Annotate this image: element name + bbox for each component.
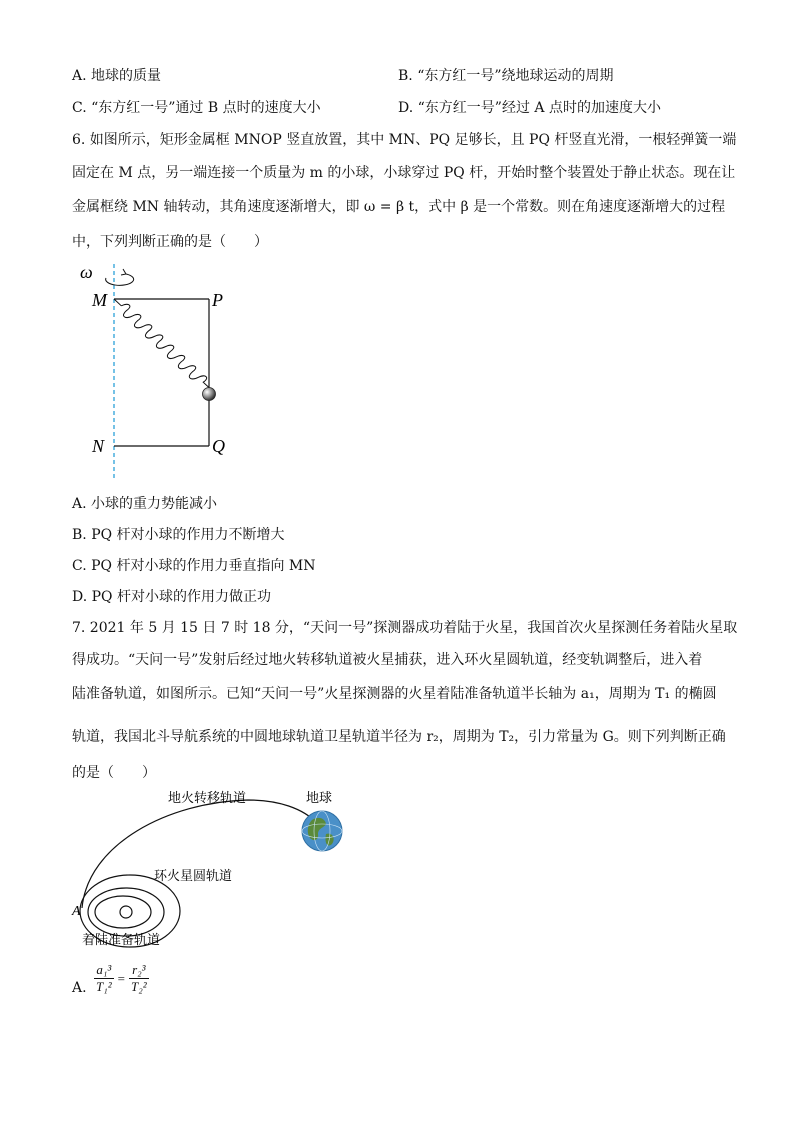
q5-option-a: A. 地球的质量 — [72, 68, 162, 84]
rotation-arrow-icon — [106, 274, 134, 285]
q5-option-c: C. “东方红一号”通过 B 点时的速度大小 — [72, 100, 321, 116]
ball — [203, 388, 216, 401]
q6-stem-line-1: 6. 如图所示，矩形金属框 MNOP 竖直放置，其中 MN、PQ 足够长，且 PQ 杆竖直光滑，一根轻弹簧一端 — [72, 132, 737, 148]
label-m: M — [92, 290, 107, 310]
label-earth: 地球 — [306, 791, 333, 806]
spring — [110, 295, 213, 392]
q6-stem-line-2: 固定在 M 点，另一端连接一个质量为 m 的小球，小球穿过 PQ 杆，开始时整个装置处于静止状态。现在让 — [72, 165, 736, 181]
label-p: P — [212, 290, 223, 310]
label-point-a: A — [72, 904, 81, 919]
q7-stem-line-1: 7. 2021 年 5 月 15 日 7 时 18 分，“天问一号”探测器成功着陆于火星，我国首次火星探测任务着陆火星取 — [72, 620, 738, 636]
q6-option-b: B. PQ 杆对小球的作用力不断增大 — [72, 527, 285, 543]
q6-stem-line-4: 中，下列判断正确的是（ ） — [72, 234, 268, 250]
transfer-orbit — [82, 800, 318, 908]
fraction-right — [129, 962, 149, 995]
label-n: N — [92, 436, 105, 456]
q6-figure — [72, 258, 242, 480]
q7-stem-line-3: 陆准备轨道，如图所示。已知“天问一号”火星探测器的火星着陆准备轨道半长轴为 a₁，周期为 T₁ 的椭圆 — [72, 686, 717, 702]
mars — [120, 906, 132, 918]
q7-figure — [68, 784, 358, 954]
q7-stem-line-2: 得成功。“天问一号”发射后经过地火转移轨道被火星捕获，进入环火星圆轨道，经变轨调整后，进入着 — [72, 652, 703, 668]
equals-sign: = — [117, 970, 125, 986]
q6-option-c: C. PQ 杆对小球的作用力垂直指向 MN — [72, 558, 316, 574]
earth-globe-icon — [302, 811, 342, 851]
q7-option-a-label: A. — [72, 980, 87, 996]
q6-option-a: A. 小球的重力势能减小 — [72, 496, 218, 512]
q6-option-d: D. PQ 杆对小球的作用力做正功 — [72, 589, 271, 605]
q7-option-a-formula — [94, 962, 149, 995]
label-transfer-orbit: 地火转移轨道 — [168, 791, 247, 806]
label-q: Q — [212, 436, 225, 456]
denominator-left: T₁² — [96, 979, 112, 994]
fraction-left — [94, 962, 114, 995]
q7-stem-line-4: 轨道，我国北斗导航系统的中圆地球轨道卫星轨道半径为 r₂，周期为 T₂，引力常量为 G。则下列判断正确 — [72, 729, 726, 745]
q5-option-d: D. “东方红一号”经过 A 点时的加速度大小 — [398, 100, 661, 116]
q6-stem-line-3: 金属框绕 MN 轴转动，其角速度逐渐增大，即 ω = β t，式中 β 是一个常数。则在角速度逐渐增大的过程 — [72, 199, 726, 215]
label-landing-orbit: 着陆准备轨道 — [82, 933, 161, 948]
q5-option-b: B. “东方红一号”绕地球运动的周期 — [398, 68, 614, 84]
omega-label: ω — [80, 262, 93, 282]
numerator-left: a₁³ — [96, 962, 112, 977]
label-circular-orbit: 环火星圆轨道 — [154, 869, 233, 884]
denominator-right: T₂² — [131, 979, 147, 994]
numerator-right: r₂³ — [132, 962, 146, 977]
q7-stem-line-5: 的是（ ） — [72, 765, 156, 781]
